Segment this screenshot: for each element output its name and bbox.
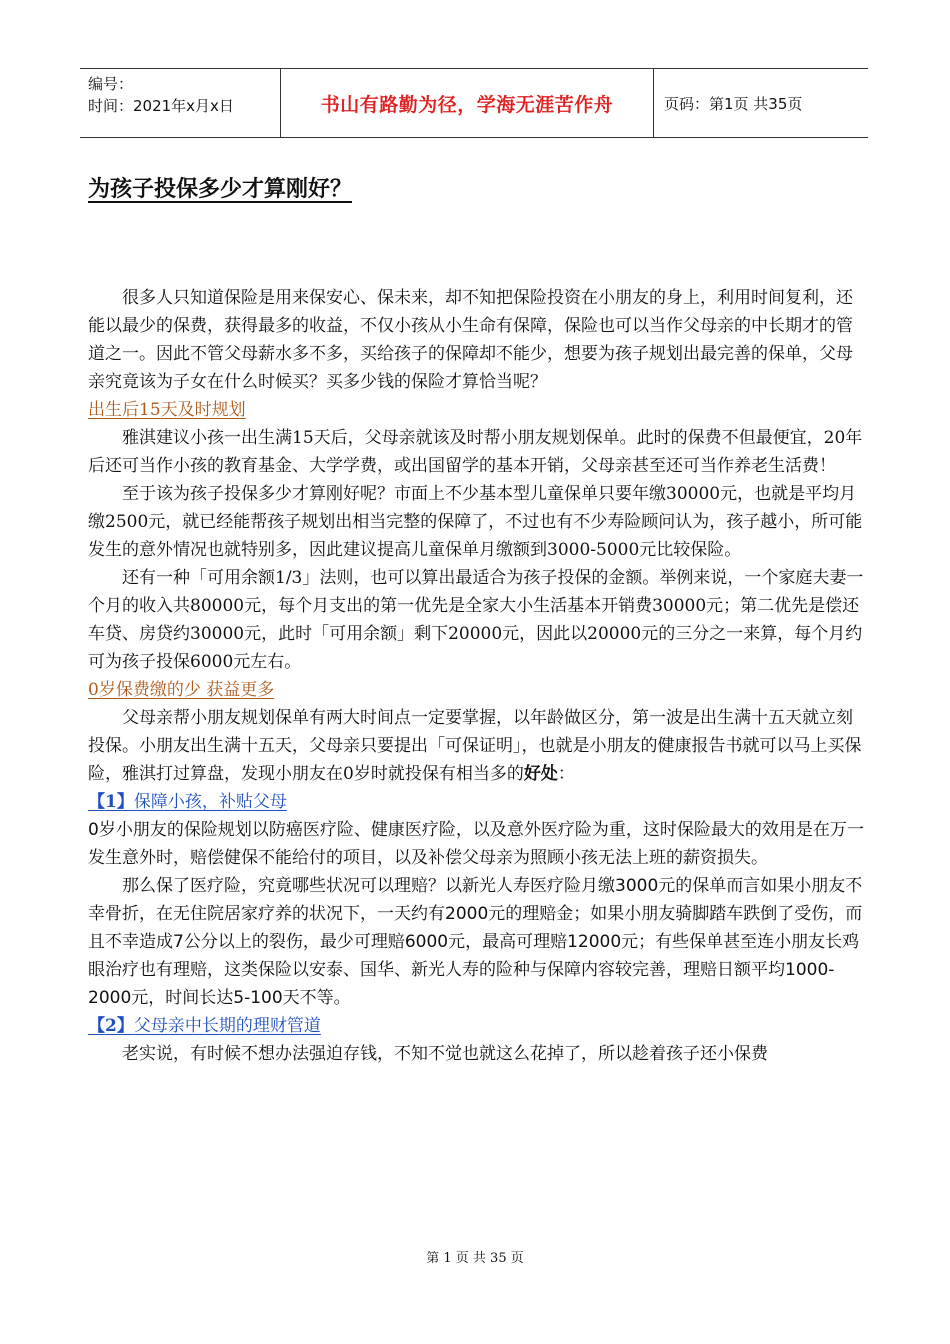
article-body <box>88 284 864 1068</box>
paragraph-intro: 很多人只知道保险是用来保安心、保未来，却不知把保险投资在小朋友的身上，利用时间复利，还能以最少的保费，获得最多的收益，不仅小孩从小生命有保障，保险也可以当作父母亲的中长期才的管道之一。因此不管父母薪水多不多，买给孩子的保障却不能少，想要为孩子规划出最完善的保单，父母亲究竟该为子女在什么时候买？买多少钱的保险才算恰当呢？ <box>88 288 853 392</box>
paragraph-medical: 0岁小朋友的保险规划以防癌医疗险、健康医疗险，以及意外医疗险为重，这时保险最大的效用是在万一发生意外时，赔偿健保不能给付的项目，以及补偿父母亲为照顾小孩无法上班的薪资损失。 <box>88 820 864 868</box>
paragraph-timing-text: 父母亲帮小朋友规划保单有两大时间点一定要掌握，以年龄做区分，第一波是出生满十五天就立刻投保。小朋友出生满十五天，父母亲只要提出「可保证明」，也就是小朋友的健康报告书就可以马上买保险，雅淇打过算盘，发现小朋友在0岁时就投保有相当多的 <box>88 708 862 784</box>
subsection-title-2: 父母亲中长期的理财管道 <box>133 1016 321 1036</box>
date-label: 时间：2021年x月x日 <box>88 97 234 115</box>
paragraph-amount: 至于该为孩子投保多少才算刚好呢？市面上不少基本型儿童保单只要年缴30000元，也就是平均月缴2500元，就已经能帮孩子规划出相当完整的保障了，不过也有不少寿险顾问认为，孩子越小，所可能发生的意外情况也就特别多，因此建议提高儿童保单月缴额到3000-5000元比较保险。 <box>88 484 863 560</box>
subsection-heading-2 <box>88 1012 864 1040</box>
number-label: 编号： <box>88 75 134 93</box>
subsection-number-1: 【1】 <box>88 792 134 812</box>
section-heading-age-zero: 0岁保费缴的少 获益更多 <box>88 680 275 700</box>
subsection-title-1: 保障小孩，补贴父母 <box>133 792 287 812</box>
page-footer: 第 1 页 共 35 页 <box>426 1251 524 1266</box>
paragraph-timing <box>88 704 864 788</box>
paragraph-rule: 还有一种「可用余额1/3」法则，也可以算出最适合为孩子投保的金额。举例来说，一个家庭夫妻一个月的收入共80000元，每个月支出的第一优先是全家大小生活基本开销费30000元；第二优先是偿还车贷、房贷约30000元，此时「可用余额」剩下20000元，因此以20000元的三分之一来算，每个月约可为孩子投保6000元左右。 <box>88 568 864 672</box>
subsection-heading-1 <box>88 788 864 816</box>
section-heading-birth: 出生后15天及时规划 <box>88 400 246 420</box>
motto: 书山有路勤为径，学海无涯苦作舟 <box>320 93 614 116</box>
paragraph-timing-colon: ： <box>557 764 575 784</box>
header-motto-cell <box>280 69 654 137</box>
emphasis-benefit: 好处 <box>523 764 558 784</box>
paragraph-birth: 雅淇建议小孩一出生满15天后，父母亲就该及时帮小朋友规划保单。此时的保费不但最便宜，20年后还可当作小孩的教育基金、大学学费，或出国留学的基本开销，父母亲甚至还可当作养老生活费！ <box>88 428 863 476</box>
page-title: 为孩子投保多少才算刚好？ <box>88 177 353 202</box>
header-meta <box>80 69 280 137</box>
header-page-cell <box>654 69 868 137</box>
page-info: 页码：第1页 共35页 <box>664 94 803 113</box>
paragraph-saving: 老实说，有时候不想办法强迫存钱，不知不觉也就这么花掉了，所以趁着孩子还小保费 <box>122 1044 768 1064</box>
header-table <box>80 68 868 138</box>
paragraph-claims: 那么保了医疗险，究竟哪些状况可以理赔？以新光人寿医疗险月缴3000元的保单而言如果小朋友不幸骨折，在无住院居家疗养的状况下，一天约有2000元的理赔金；如果小朋友骑脚踏车跌倒了受伤，而且不幸造成7公分以上的裂伤，最少可理赔6000元，最高可理赔12000元；有些保单甚至连小朋友长鸡眼治疗也有理赔，这类保险以安泰、国华、新光人寿的险种与保障内容较完善，理赔日额平均1000-2000元，时间长达5-100天不等。 <box>88 876 863 1008</box>
subsection-number-2: 【2】 <box>88 1016 134 1036</box>
